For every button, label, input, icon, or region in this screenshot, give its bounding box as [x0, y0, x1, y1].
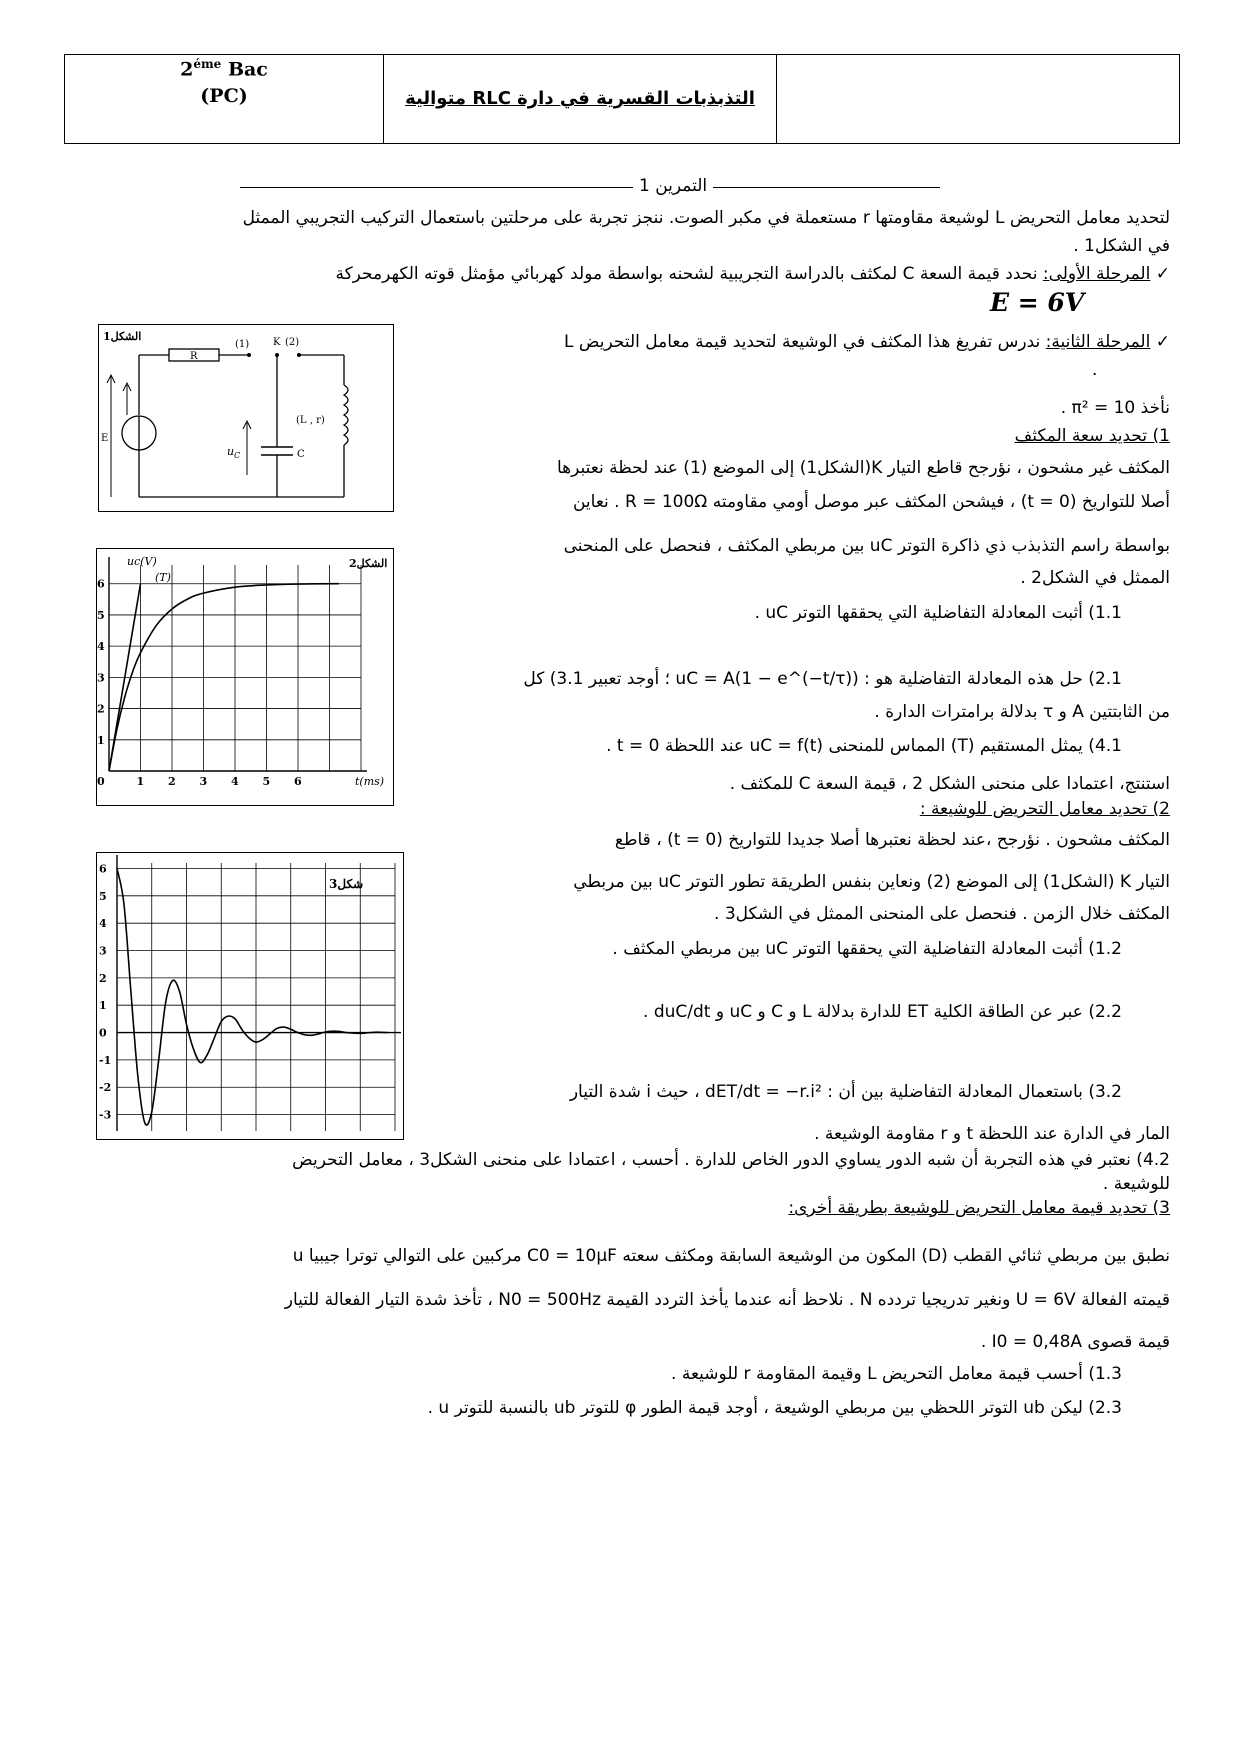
part-1-title: 1) تحديد سعة المكثف [1014, 426, 1170, 446]
part-3-line-3: قيمة قصوى I0 = 0,48A . [980, 1332, 1170, 1352]
question-3-2: 3.2) باستعمال المعادلة التفاضلية بين أن : dET/dt = −r.i² ، حيث i شدة التيار [569, 1082, 1122, 1102]
stage-2-text: ندرس تفريغ هذا المكثف في الوشيعة لتحديد قيمة معامل التحريض L [564, 332, 1041, 352]
part-1-line-2: أصلا للتواريخ (t = 0) ، فيشحن المكثف عبر موصل أومي مقاومته R = 100Ω . نعاين [572, 492, 1170, 512]
part-2-line-1: المكثف مشحون . نؤرجح ،عند لحظة نعتبرها أصلا جديدا للتواريخ (t = 0) ، قاطع [614, 830, 1170, 850]
intro-line-1: لتحديد معامل التحريض L لوشيعة مقاومتها r مستعملة في مكبر الصوت. ننجز تجربة على مرحلتين باستعمال التركيب التجريبي الممثل [242, 208, 1170, 228]
stage-2 [410, 330, 1170, 354]
level-line: $2^{éme}$ Bac [180, 57, 268, 81]
series-uc [117, 868, 388, 1125]
x-tick-label: 2 [168, 775, 176, 788]
exercise-title-rule [240, 187, 940, 188]
pos-2-label: (2) [285, 337, 300, 348]
figure-2-chart [96, 548, 394, 806]
stage-2-label: المرحلة الثانية: [1045, 332, 1151, 352]
part-1-line-4: الممثل في الشكل2 . [1020, 568, 1170, 588]
y-tick-label: 5 [97, 608, 105, 622]
chart-2-tangent-label: (T) [155, 571, 171, 584]
capacitor-label: C [297, 449, 305, 460]
question-1-2: 1.2) أثبت المعادلة التفاضلية التي يحققها التوتر uC بين مربطي المكثف . [612, 939, 1122, 959]
part-2-line-2: التيار K (الشكل1) إلى الموضع (2) ونعاين بنفس الطريقة تطور التوتر uC بين مربطي [573, 872, 1170, 892]
y-tick-label: 4 [97, 640, 105, 654]
section-label: (PC) [200, 85, 248, 107]
stage-2-dot: . [1092, 360, 1098, 380]
x-tick-label: 6 [294, 775, 302, 788]
x-tick-label: 5 [262, 775, 271, 788]
y-tick-label: 0 [99, 1026, 107, 1040]
chart-2-svg [97, 549, 393, 805]
y-tick-label: 4 [99, 917, 107, 931]
part-3-title: 3) تحديد قيمة معامل التحريض للوشيعة بطريقة أخرى: [788, 1198, 1170, 1218]
y-tick-label: 1 [99, 999, 107, 1013]
part-2-line-3: المكثف خلال الزمن . فنحصل على المنحنى الممثل في الشكل3 . [714, 904, 1170, 924]
uc-label: $u_C$ [227, 445, 241, 460]
y-tick-label: 6 [97, 577, 105, 591]
y-tick-label: 2 [99, 971, 107, 985]
chart-2-ylabel: uc(V) [127, 555, 157, 568]
intro-line-2: في الشكل1 . [1073, 236, 1170, 256]
y-tick-label: 3 [99, 944, 107, 958]
stage-1-text: نحدد قيمة السعة C لمكثف بالدراسة التجريبية لشحنه بواسطة مولد كهربائي مؤمثل قوته الكهرمحركة [335, 264, 1038, 284]
pos-1-label: (1) [235, 339, 250, 350]
page-title: التذبذبات القسرية في دارة RLC متوالية [405, 88, 755, 109]
part-1-line-1: المكثف غير مشحون ، نؤرجح قاطع التيار K(الشكل1) إلى الموضع (1) عند لحظة نعتبرها [556, 458, 1170, 478]
stage-1-eq: E = 6V [990, 288, 1085, 317]
generator-label: E [101, 433, 109, 444]
stage-1 [150, 262, 1170, 286]
y-tick-label: 6 [99, 862, 107, 876]
part-1-line-3: بواسطة راسم التذبذب ذي ذاكرة التوتر uC بين مربطي المكثف ، فنحصل على المنحنى [563, 536, 1170, 556]
stage-1-label: المرحلة الأولى: [1042, 264, 1151, 284]
question-4-2: 4.2) نعتبر في هذه التجربة أن شبه الدور يساوي الدور الخاص للدارة . أحسب ، اعتمادا على منحنى الشكل3 ، معامل التحريض [292, 1150, 1170, 1170]
chart-2-xlabel: t(ms) [355, 775, 385, 788]
coil-label: (L , r) [296, 415, 325, 426]
chart-3-svg [97, 853, 403, 1139]
x-tick-label: 0 [97, 775, 105, 788]
question-1-3: 1.3) أحسب قيمة معامل التحريض L وقيمة المقاومة r للوشيعة . [671, 1364, 1122, 1384]
part-2-title: 2) تحديد معامل التحريض للوشيعة : [919, 799, 1170, 819]
x-tick-label: 3 [199, 775, 208, 788]
y-tick-label: -1 [99, 1053, 112, 1067]
question-1-1: 1.1) أثبت المعادلة التفاضلية التي يحققها التوتر uC . [754, 603, 1122, 623]
figure-2-label: الشكل2 [349, 557, 388, 570]
circuit-diagram [99, 325, 393, 511]
y-tick-label: -3 [99, 1108, 112, 1122]
y-tick-label: -2 [99, 1081, 112, 1095]
check-mark-2: ✓ [1155, 332, 1170, 352]
pi-note: نأخذ π² = 10 . [1060, 398, 1170, 418]
question-2-1: 2.1) حل هذه المعادلة التفاضلية هو : uC = A(1 − e^(−t/τ)) ؛ أوجد تعبير 3.1) كل [523, 669, 1122, 689]
y-tick-label: 3 [97, 671, 105, 685]
x-tick-label: 4 [231, 775, 239, 788]
y-tick-label: 1 [97, 733, 105, 747]
question-3-2b: المار في الدارة عند اللحظة t و r مقاومة الوشيعة . [814, 1124, 1170, 1144]
y-tick-label: 2 [97, 702, 105, 716]
part-3-line-1: نطبق بين مربطي ثنائي القطب (D) المكون من الوشيعة السابقة ومكثف سعته C0 = 10μF مركبين على التوالي توترا جيبيا u [292, 1246, 1170, 1266]
question-4-2b: للوشيعة . [1102, 1174, 1170, 1194]
figure-1-circuit [98, 324, 394, 512]
figure-3-chart [96, 852, 404, 1140]
check-mark: ✓ [1155, 264, 1170, 284]
terminal-1 [247, 353, 251, 357]
switch-K-label: K [273, 337, 281, 348]
resistor-label: R [190, 351, 198, 362]
question-4-1: 4.1) يمثل المستقيم (T) المماس للمنحنى uC = f(t) عند اللحظة t = 0 . [606, 736, 1122, 756]
question-4-1b: استنتج، اعتمادا على منحنى الشكل 2 ، قيمة السعة C للمكثف . [729, 774, 1170, 794]
exercise-title: التمرين 1 [633, 174, 713, 198]
question-2-3: 2.3) ليكن ub التوتر اللحظي بين مربطي الوشيعة ، أوجد قيمة الطور φ للتوتر ub بالنسبة للتوتر u . [427, 1398, 1122, 1418]
x-tick-label: 1 [136, 775, 145, 788]
header-title-cell [384, 55, 777, 143]
question-2-2: 2.2) عبر عن الطاقة الكلية ET للدارة بدلالة L و C و uC و duC/dt . [643, 1002, 1122, 1022]
header-empty-cell [777, 55, 1179, 143]
header-table [64, 54, 1180, 144]
figure-1-label: الشكل1 [103, 330, 142, 343]
header-level-cell [65, 55, 384, 143]
coil-L-r [344, 385, 348, 445]
question-2-1b: من الثابتتين A و τ بدلالة برامترات الدارة . [874, 702, 1170, 722]
part-3-line-2: قيمته الفعالة U = 6V ونغير تدريجيا تردده N . نلاحظ أنه عندما يأخذ التردد القيمة N0 = 500Hz ، تأخذ شدة التيار الفعالة للتيار [284, 1290, 1170, 1310]
y-tick-label: 5 [99, 889, 107, 903]
figure-3-label: شكل3 [329, 877, 364, 891]
